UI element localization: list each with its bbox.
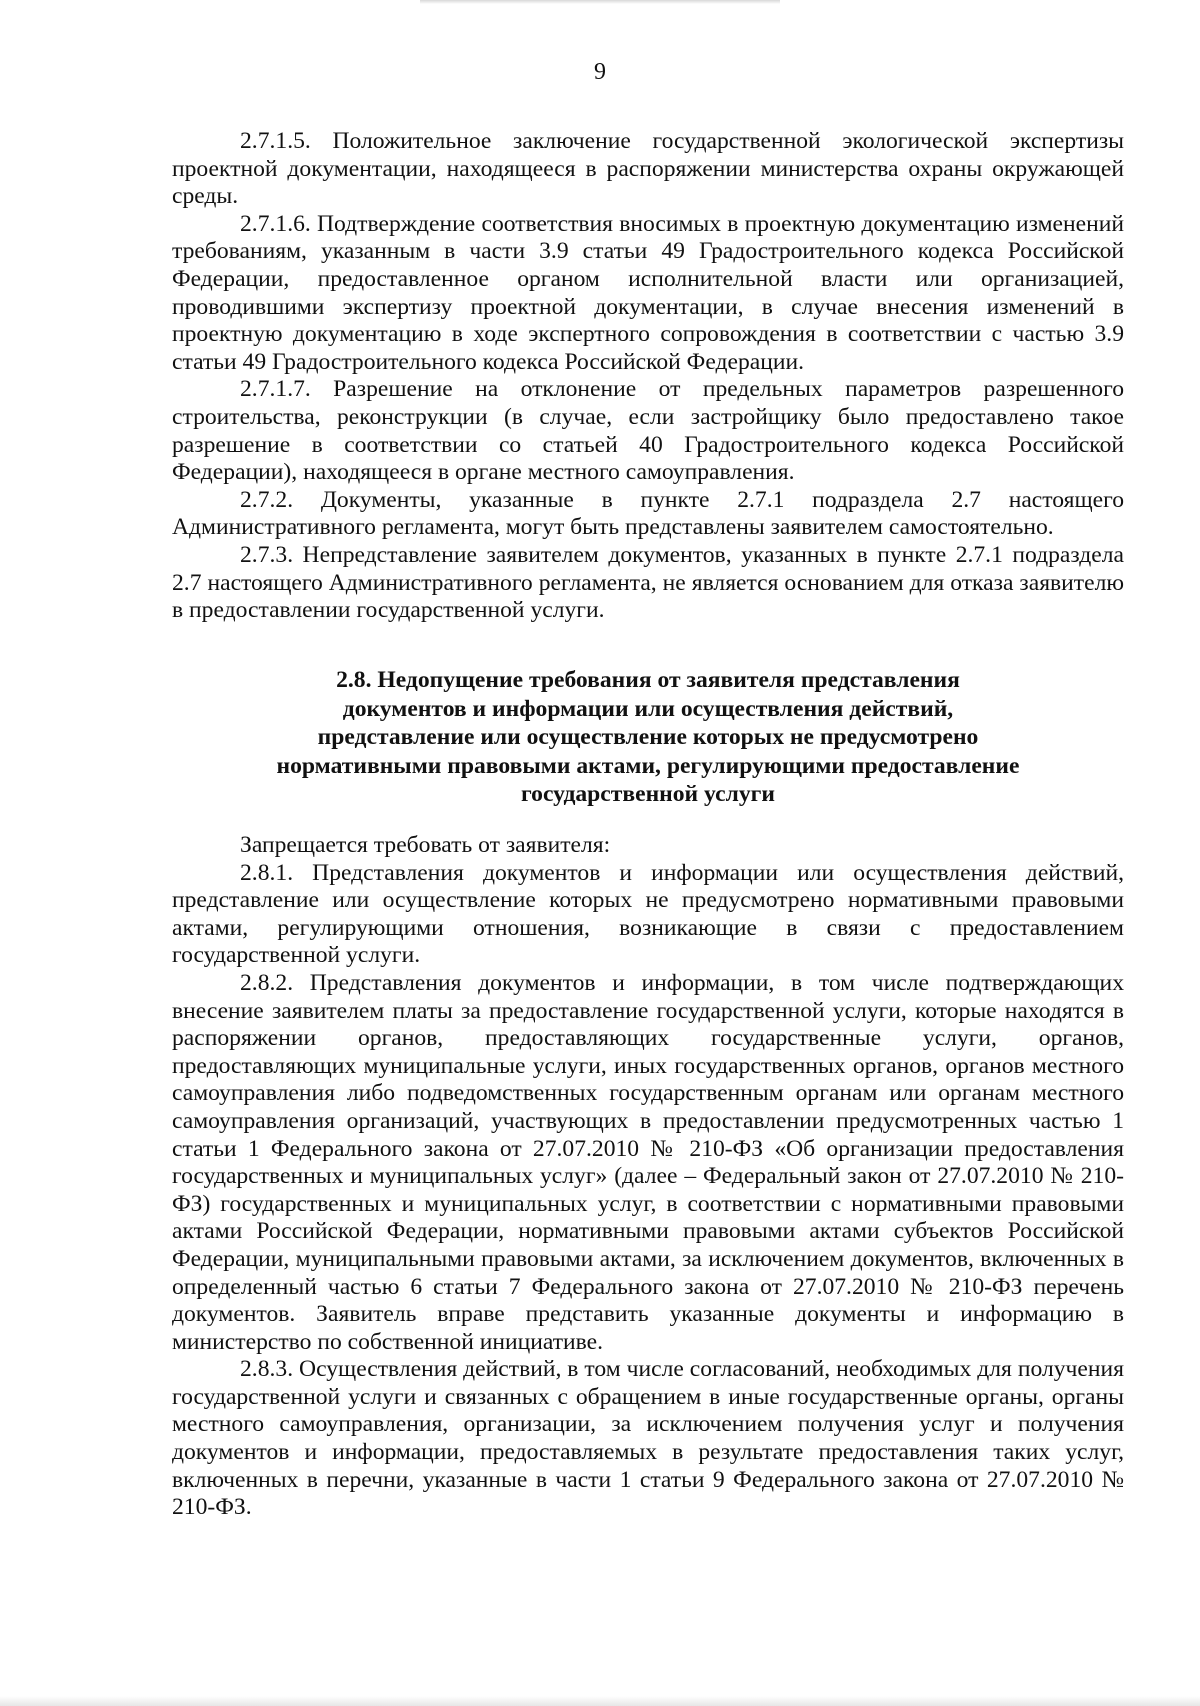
heading-line: документов и информации или осуществления действий,: [342, 695, 954, 722]
paragraph-2-7-1-7: 2.7.1.7. Разрешение на отклонение от предельных параметров разрешенного строительства, реконструкции (в случае, если застройщику было предоставлено такое разрешение в соответствии со статьей 40 Градостроительного кодекса Российской Федерации), находящееся в органе местного самоуправления.: [172, 376, 1124, 486]
heading-line: представление или осуществление которых не предусмотрено: [317, 724, 979, 750]
scan-edge-bottom: [0, 1696, 1200, 1706]
scan-edge-top: [420, 0, 780, 4]
paragraph-2-8-3: 2.8.3. Осуществления действий, в том числе согласований, необходимых для получения государственной услуги и связанных с обращением в иные государственные органы, органы местного самоуправления, организации, за исключением получения услуг и получения документов и информации, предоставляемых в результате предоставления таких услуг, включенных в перечни, указанные в части 1 статьи 9 Федерального закона от 27.07.2010 № 210-ФЗ.: [172, 1356, 1124, 1521]
page-number: 9: [594, 59, 606, 85]
paragraph-intro: Запрещается требовать от заявителя:: [240, 832, 611, 858]
bottom-text-block: [172, 832, 1124, 1522]
paragraph-2-7-2: 2.7.2. Документы, указанные в пункте 2.7.1 подраздела 2.7 настоящего Административного регламента, могут быть представлены заявителем самостоятельно.: [172, 486, 1124, 541]
paragraph-2-7-3: 2.7.3. Непредставление заявителем документов, указанных в пункте 2.7.1 подраздела 2.7 настоящего Административного регламента, не является основанием для отказа заявителю в предоставлении государственной услуги.: [172, 541, 1124, 624]
paragraph-2-8-1: 2.8.1. Представления документов и информации или осуществления действий, представление или осуществление которых не предусмотрено нормативными правовыми актами, регулирующими отношения, возникающие в связи с предоставлением государственной услуги.: [172, 859, 1124, 969]
heading-line: нормативными правовыми актами, регулирующими предоставление: [276, 752, 1020, 779]
heading-line: государственной услуги: [521, 781, 775, 807]
paragraph-2-7-1-6: 2.7.1.6. Подтверждение соответствия вносимых в проектную документацию изменений требованиям, указанным в части 3.9 статьи 49 Градостроительного кодекса Российской Федерации, предоставленное органом исполнительной власти или организацией, проводившими экспертизу проектной документации, в случае внесения изменений в проектную документацию в ходе экспертного сопровождения в соответствии с частью 3.9 статьи 49 Градостроительного кодекса Российской Федерации.: [172, 210, 1124, 375]
top-text-block: [172, 128, 1124, 625]
section-heading-2-8: [172, 666, 1124, 809]
paragraph-2-7-1-5: 2.7.1.5. Положительное заключение государственной экологической экспертизы проектной документации, находящееся в распоряжении министерства охраны окружающей среды.: [172, 128, 1124, 210]
heading-line: 2.8. Недопущение требования от заявителя представления: [336, 667, 960, 693]
paragraph-2-8-2: 2.8.2. Представления документов и информации, в том числе подтверждающих внесение заявителем платы за предоставление государственной услуги, которые находятся в распоряжении органов, предоставляющих государственные услуги, органов, предоставляющих муниципальные услуги, иных государственных органов, органов местного самоуправления либо подведомственных государственным органам или органам местного самоуправления организаций, участвующих в предоставлении предусмотренных частью 1 статьи 1 Федерального закона от 27.07.2010 № 210-ФЗ «Об организации предоставления государственных и муниципальных услуг» (далее – Федеральный закон от 27.07.2010 № 210-ФЗ) государственных и муниципальных услуг, в соответствии с нормативными правовыми актами Российской Федерации, нормативными правовыми актами субъектов Российской Федерации, муниципальными правовыми актами, за исключением документов, включенных в определенный частью 6 статьи 7 Федерального закона от 27.07.2010 № 210-ФЗ перечень документов. Заявитель вправе представить указанные документы и информацию в министерство по собственной инициативе.: [172, 969, 1124, 1355]
